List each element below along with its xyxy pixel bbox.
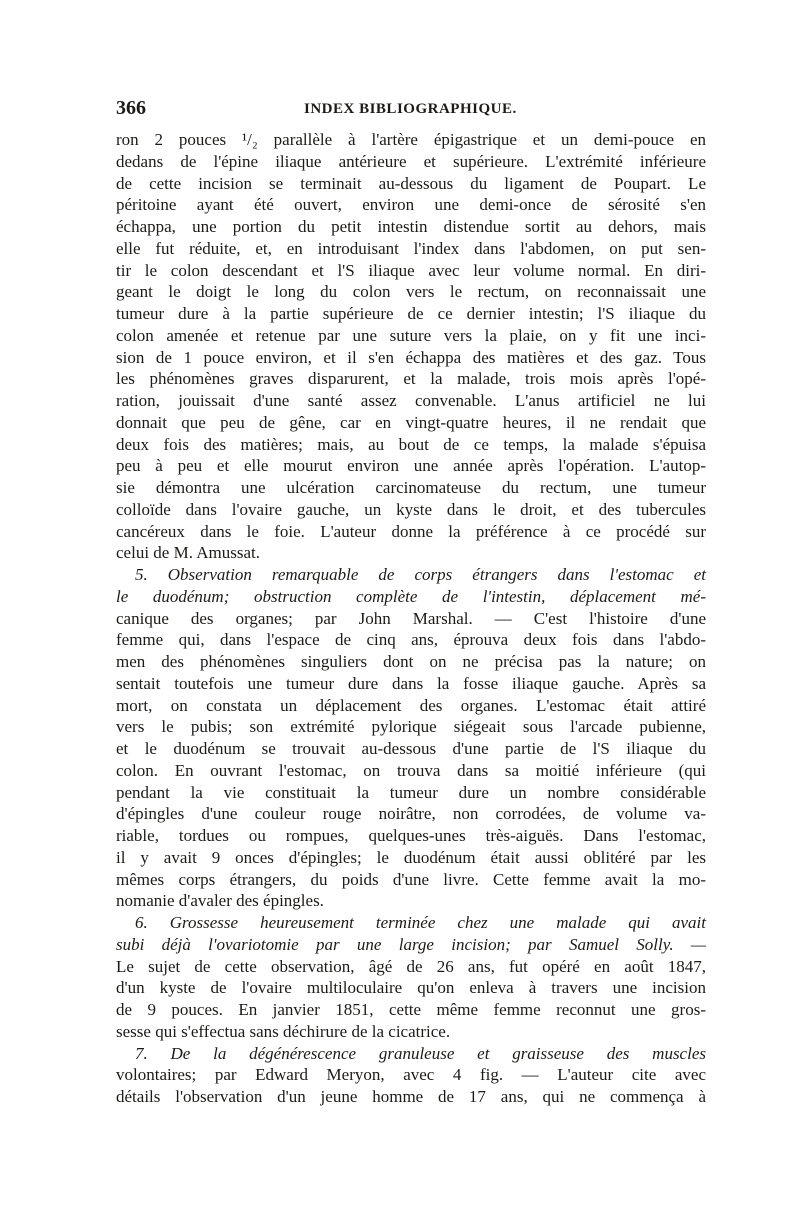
- text-line: de cette incision se terminait au-dessous du ligament de Poupart. Le: [116, 173, 706, 193]
- text-line: geant le doigt le long du colon vers le rectum, on reconnaissait une: [116, 282, 706, 302]
- text-line: Le sujet de cette observation, âgé de 26 ans, fut opéré en août 1847,: [116, 956, 706, 976]
- text-line: riable, tordues ou rompues, quelques-unes très-aiguës. Dans l'estomac,: [116, 826, 706, 845]
- text-line: sesse qui s'effectua sans déchirure de la cicatrice.: [116, 1021, 451, 1041]
- text-line: pendant la vie constituait la tumeur dure un nombre considérable: [116, 782, 706, 802]
- text-line: tir le colon descendant et l'S iliaque avec leur volume normal. En diri-: [116, 260, 706, 280]
- text-line: d'épingles d'une couleur rouge noirâtre, non corrodées, de volume va-: [116, 804, 706, 824]
- text-line: colloïde dans l'ovaire gauche, un kyste dans le droit, et des tubercules: [116, 499, 706, 519]
- running-title: INDEX BIBLIOGRAPHIQUE.: [304, 101, 517, 117]
- text-line: détails l'observation d'un jeune homme de 17 ans, qui ne commença à: [116, 1087, 706, 1106]
- text-line: canique des organes; par John Marshal. — C'est l'histoire d'une: [116, 608, 706, 628]
- text-line: vers le pubis; son extrémité pylorique siégeait sous l'arcade pubienne,: [116, 717, 706, 737]
- text-line: échappa, une portion du petit intestin distendue sortit au dehors, mais: [116, 217, 706, 236]
- text-line: de 9 pouces. En janvier 1851, cette même femme reconnut une gros-: [116, 1000, 706, 1019]
- page-header: [116, 97, 706, 123]
- text-line: volontaires; par Edward Meryon, avec 4 fig. — L'auteur cite avec: [116, 1065, 706, 1085]
- text-line: femme qui, dans l'espace de cinq ans, éprouva deux fois dans l'abdo-: [116, 630, 706, 650]
- entry-title-line: 7. De la dégénérescence granuleuse et graisseuse des muscles: [135, 1043, 706, 1063]
- text-line: péritoine ayant été ouvert, environ une demi-once de sérosité s'en: [116, 195, 706, 215]
- text-line: colon amenée et retenue par une suture vers la plaie, on y fit une inci-: [116, 325, 706, 345]
- page-number: 366: [116, 97, 146, 119]
- entry-title-line: 6. Grossesse heureusement terminée chez une malade qui avait: [135, 913, 706, 932]
- text-line: d'un kyste de l'ovaire multiloculaire qu'on enleva à travers une incision: [116, 978, 706, 998]
- text-line: sie démontra une ulcération carcinomateuse du rectum, une tumeur: [116, 478, 706, 497]
- entry-title-line: subi déjà l'ovariotomie par une large incision; par Samuel Solly. —: [116, 934, 706, 954]
- text-line: sion de 1 pouce environ, et il s'en échappa des matières et des gaz. Tous: [116, 347, 706, 367]
- text-line: mêmes corps étrangers, du poids d'une livre. Cette femme avait la mo-: [116, 869, 706, 889]
- text-line: les phénomènes graves disparurent, et la malade, trois mois après l'opé-: [116, 369, 706, 389]
- entry-title-line: le duodénum; obstruction complète de l'intestin, déplacement mé-: [116, 586, 706, 606]
- text-line: deux fois des matières; mais, au bout de ce temps, la malade s'épuisa: [116, 434, 706, 454]
- text-line: elle fut réduite, et, en introduisant l'index dans l'abdomen, on put sen-: [116, 238, 706, 258]
- text-line: il y avait 9 onces d'épingles; le duodénum était aussi oblitéré par les: [116, 847, 706, 867]
- body-text: [116, 129, 706, 1108]
- text-line: celui de M. Amussat.: [116, 543, 261, 563]
- text-line: peu à peu et elle mourut environ une année après l'opération. L'autop-: [116, 456, 706, 476]
- entry-title-line: 5. Observation remarquable de corps étrangers dans l'estomac et: [135, 565, 706, 584]
- text-line: ration, jouissait d'une santé assez convenable. L'anus artificiel ne lui: [116, 391, 706, 410]
- text-line: dedans de l'épine iliaque antérieure et supérieure. L'extrémité inférieure: [116, 151, 706, 171]
- text-line: men des phénomènes singuliers dont on ne précisa pas la nature; on: [116, 652, 706, 671]
- text-line: cancéreux dans le foie. L'auteur donne la préférence à ce procédé sur: [116, 521, 706, 541]
- text-line: colon. En ouvrant l'estomac, on trouva dans sa moitié inférieure (qui: [116, 760, 706, 780]
- text-line: nomanie d'avaler des épingles.: [116, 891, 324, 911]
- text-line: donnait que peu de gêne, car en vingt-quatre heures, il ne rendait que: [116, 412, 706, 432]
- text-line: mort, on constata un déplacement des organes. L'estomac était attiré: [116, 695, 706, 715]
- text-line: et le duodénum se trouvait au-dessous d'une partie de l'S iliaque du: [116, 739, 706, 758]
- text-line: sentait toutefois une tumeur dure dans la fosse iliaque gauche. Après sa: [116, 673, 706, 693]
- text-line: ron 2 pouces ¹/₂ parallèle à l'artère épigastrique et un demi-pouce en: [116, 130, 706, 149]
- text-line: tumeur dure à la partie supérieure de ce dernier intestin; l'S iliaque du: [116, 304, 706, 323]
